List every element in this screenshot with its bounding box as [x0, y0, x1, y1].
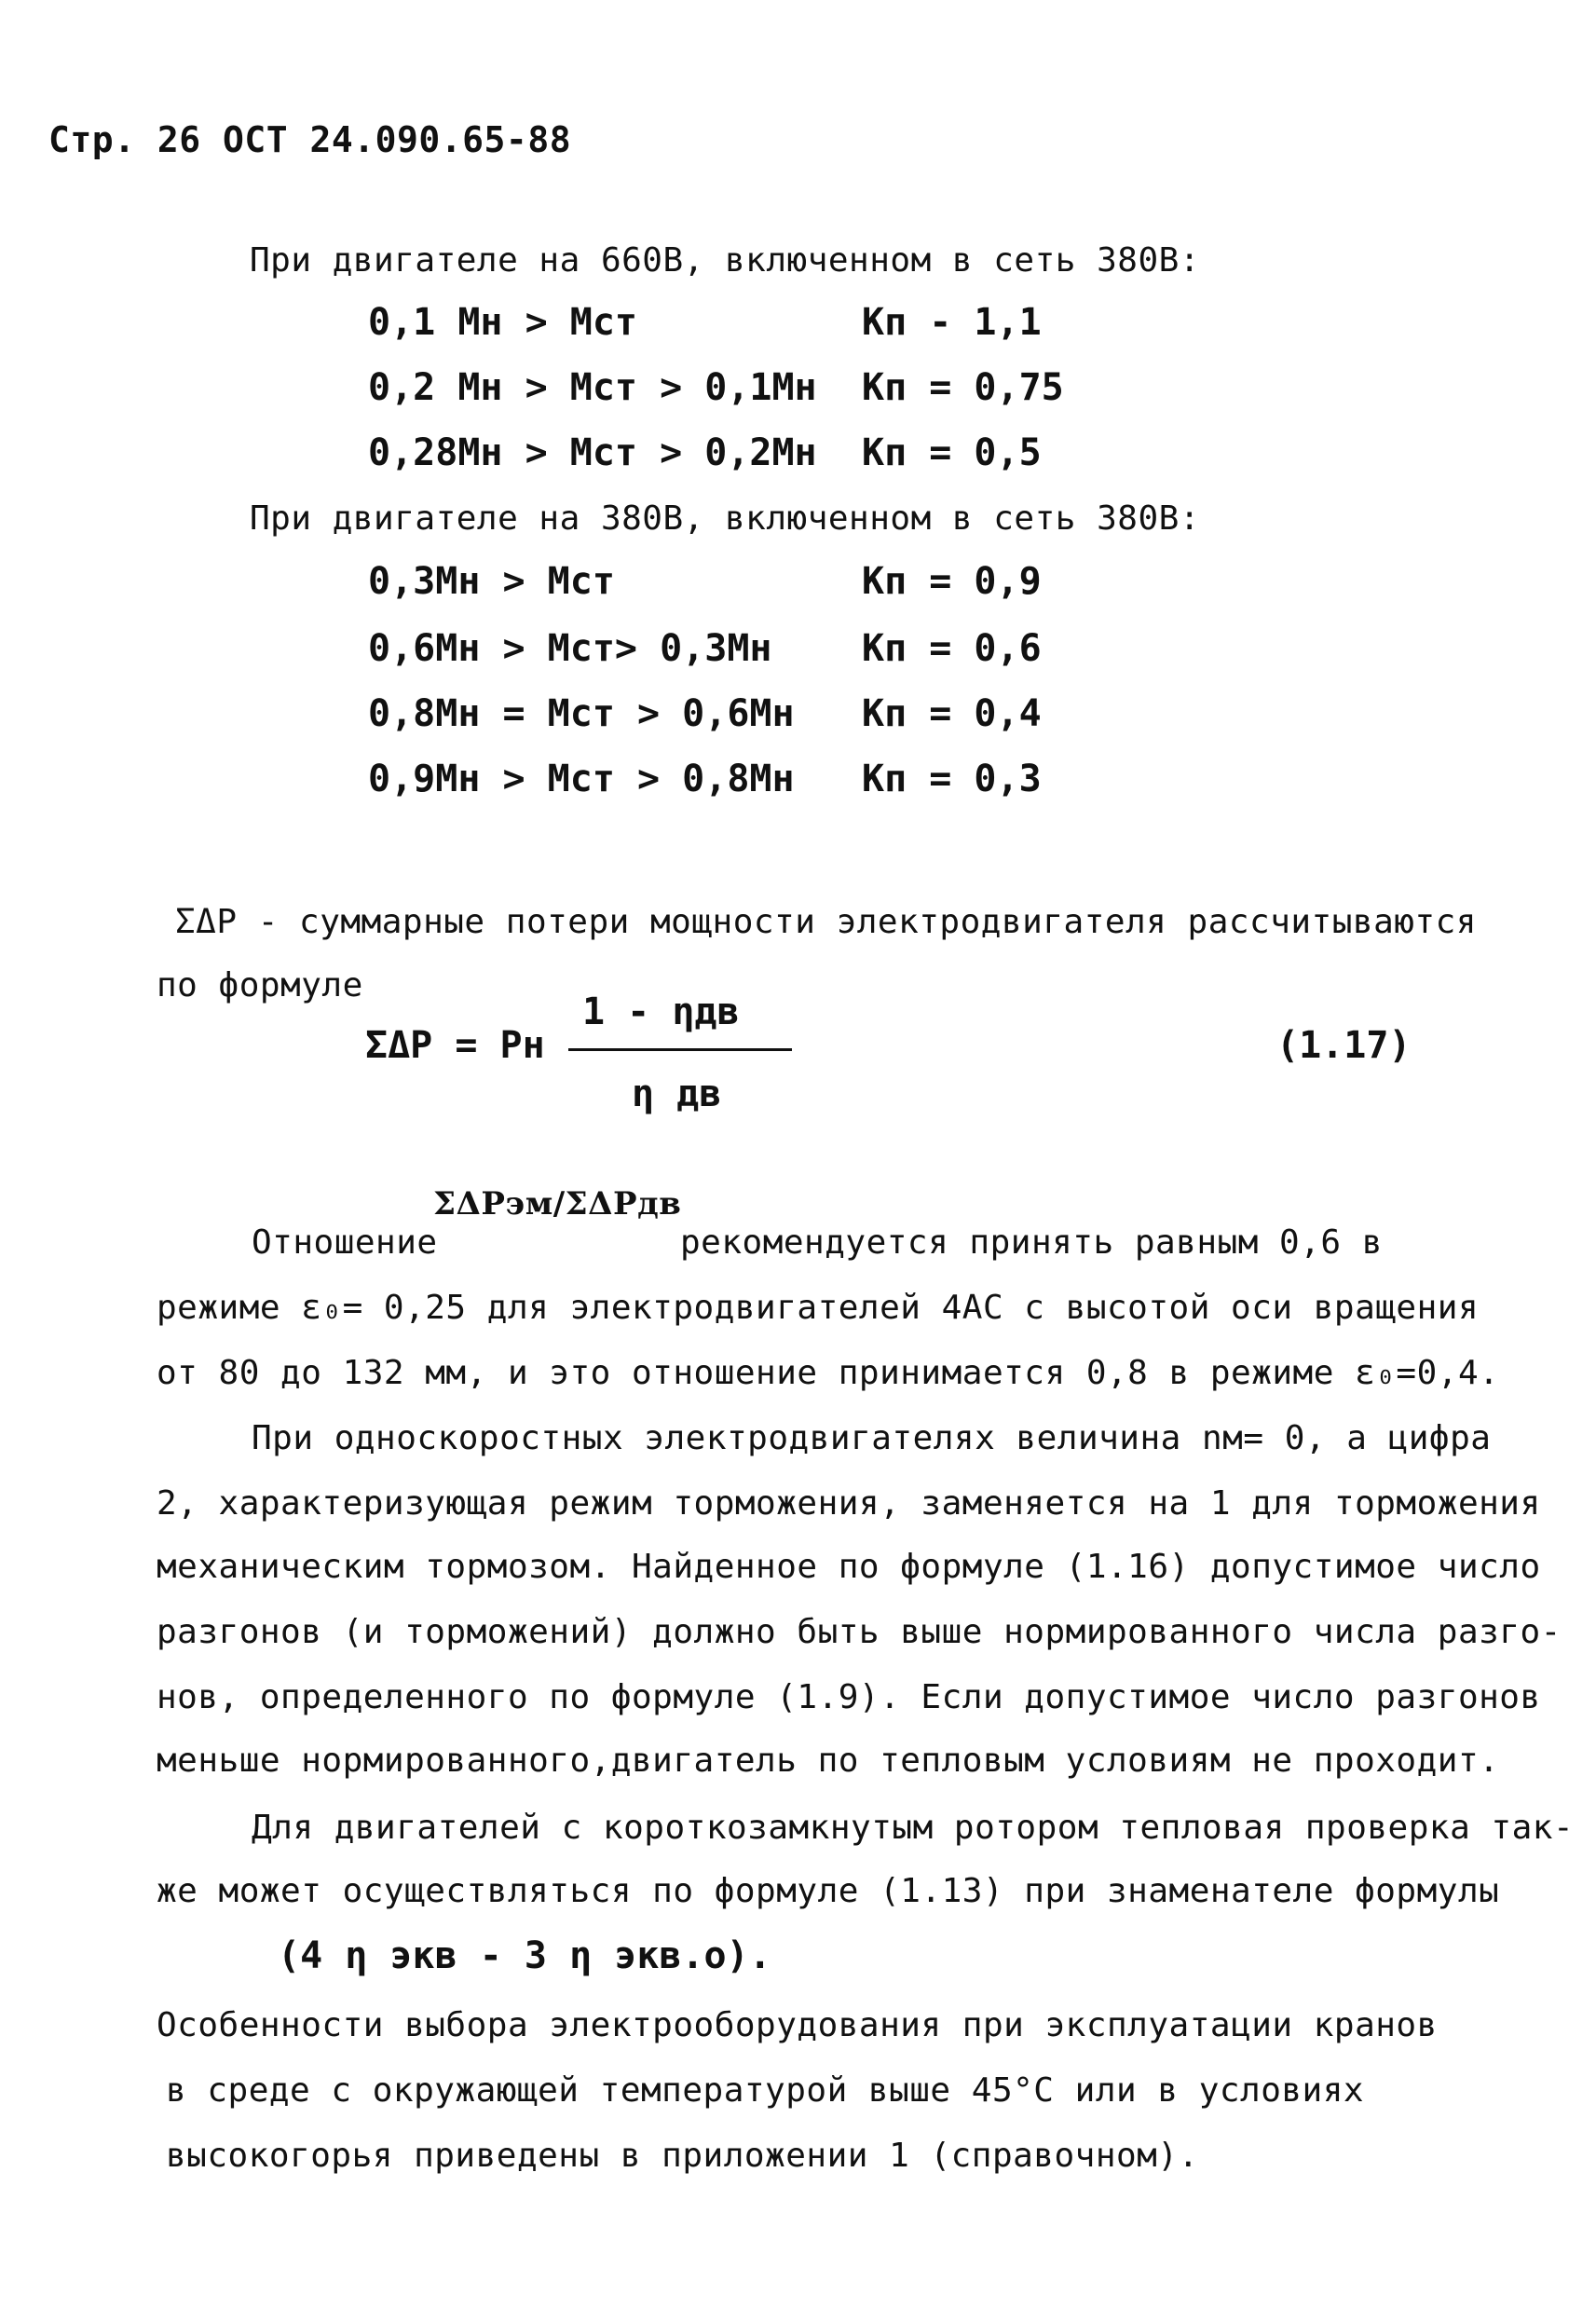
single-speed-line-4: разгонов (и торможений) должно быть выше нормированного числа разго- [157, 1613, 1562, 1651]
motor380-coef-1: Кп = 0,9 [862, 560, 1042, 603]
fraction-bar [568, 1048, 792, 1051]
single-speed-line-1: При односкоростных электродвигателях величина nм= 0, а цифра [252, 1419, 1492, 1457]
single-speed-line-2: 2, характеризующая режим торможения, заменяется на 1 для торможения [157, 1484, 1541, 1523]
motor380-intro: При двигателе на 380В, включенном в сеть 380В: [250, 499, 1200, 538]
features-line-1: Особенности выбора электрооборудования при эксплуатации кранов [157, 2006, 1438, 2044]
ratio-fraction: ΣΔРэм/ΣΔРдв [433, 1185, 682, 1223]
single-speed-line-6: меньше нормированного,двигатель по тепловым условиям не проходит. [157, 1742, 1500, 1780]
single-speed-line-5: нов, определенного по формуле (1.9). Если допустимое число разгонов [157, 1678, 1541, 1716]
ratio-line-2: режиме ε₀= 0,25 для электродвигателей 4АС с высотой оси вращения [157, 1289, 1480, 1327]
single-speed-line-3: механическим тормозом. Найденное по формуле (1.16) допустимое число [157, 1548, 1541, 1586]
losses-line-1: ΣΔР - суммарные потери мощности электродвигателя рассчитываются [175, 903, 1477, 941]
squirrel-cage-line-1: Для двигателей с короткозамкнутым ротором тепловая проверка так- [252, 1809, 1575, 1847]
motor380-cond-2: 0,6Мн > Мст> 0,3Мн [368, 627, 772, 670]
motor660-coef-2: Кп = 0,75 [862, 366, 1064, 409]
ratio-word: Отношение [252, 1223, 438, 1262]
squirrel-cage-formula: (4 η экв - 3 η экв.о). [278, 1934, 771, 1977]
motor660-cond-1: 0,1 Мн > Мст [368, 301, 637, 344]
motor380-coef-3: Кп = 0,4 [862, 692, 1042, 735]
motor660-cond-2: 0,2 Мн > Мст > 0,1Мн [368, 366, 817, 409]
losses-formula-left: ΣΔР = Рн [365, 1024, 545, 1067]
motor380-coef-4: Кп = 0,3 [862, 758, 1042, 800]
motor380-cond-3: 0,8Мн = Мст > 0,6Мн [368, 692, 795, 735]
losses-numerator: 1 - ηдв [582, 991, 740, 1033]
motor380-cond-1: 0,3Мн > Мст [368, 560, 615, 603]
page-header: Стр. 26 ОСТ 24.090.65-88 [48, 119, 572, 160]
losses-denominator: η дв [632, 1073, 722, 1115]
motor660-coef-3: Кп = 0,5 [862, 431, 1042, 474]
motor380-coef-2: Кп = 0,6 [862, 627, 1042, 670]
motor380-cond-4: 0,9Мн > Мст > 0,8Мн [368, 758, 795, 800]
squirrel-cage-line-2: же может осуществляться по формуле (1.13) при знаменателе формулы [157, 1872, 1500, 1910]
ratio-text-1: рекомендуется принять равным 0,6 в [680, 1223, 1383, 1262]
features-line-2: в среде с окружающей температурой выше 45°С или в условиях [166, 2071, 1365, 2110]
ratio-line-3: от 80 до 132 мм, и это отношение принимается 0,8 в режиме ε₀=0,4. [157, 1354, 1500, 1392]
motor660-coef-1: Кп - 1,1 [862, 301, 1042, 344]
losses-line-2: по формуле [157, 966, 363, 1004]
motor660-intro: При двигателе на 660В, включенном в сеть 380В: [250, 241, 1200, 280]
motor660-cond-3: 0,28Мн > Мст > 0,2Мн [368, 431, 817, 474]
features-line-3: высокогорья приведены в приложении 1 (справочном). [166, 2137, 1199, 2175]
equation-number: (1.17) [1276, 1024, 1412, 1067]
